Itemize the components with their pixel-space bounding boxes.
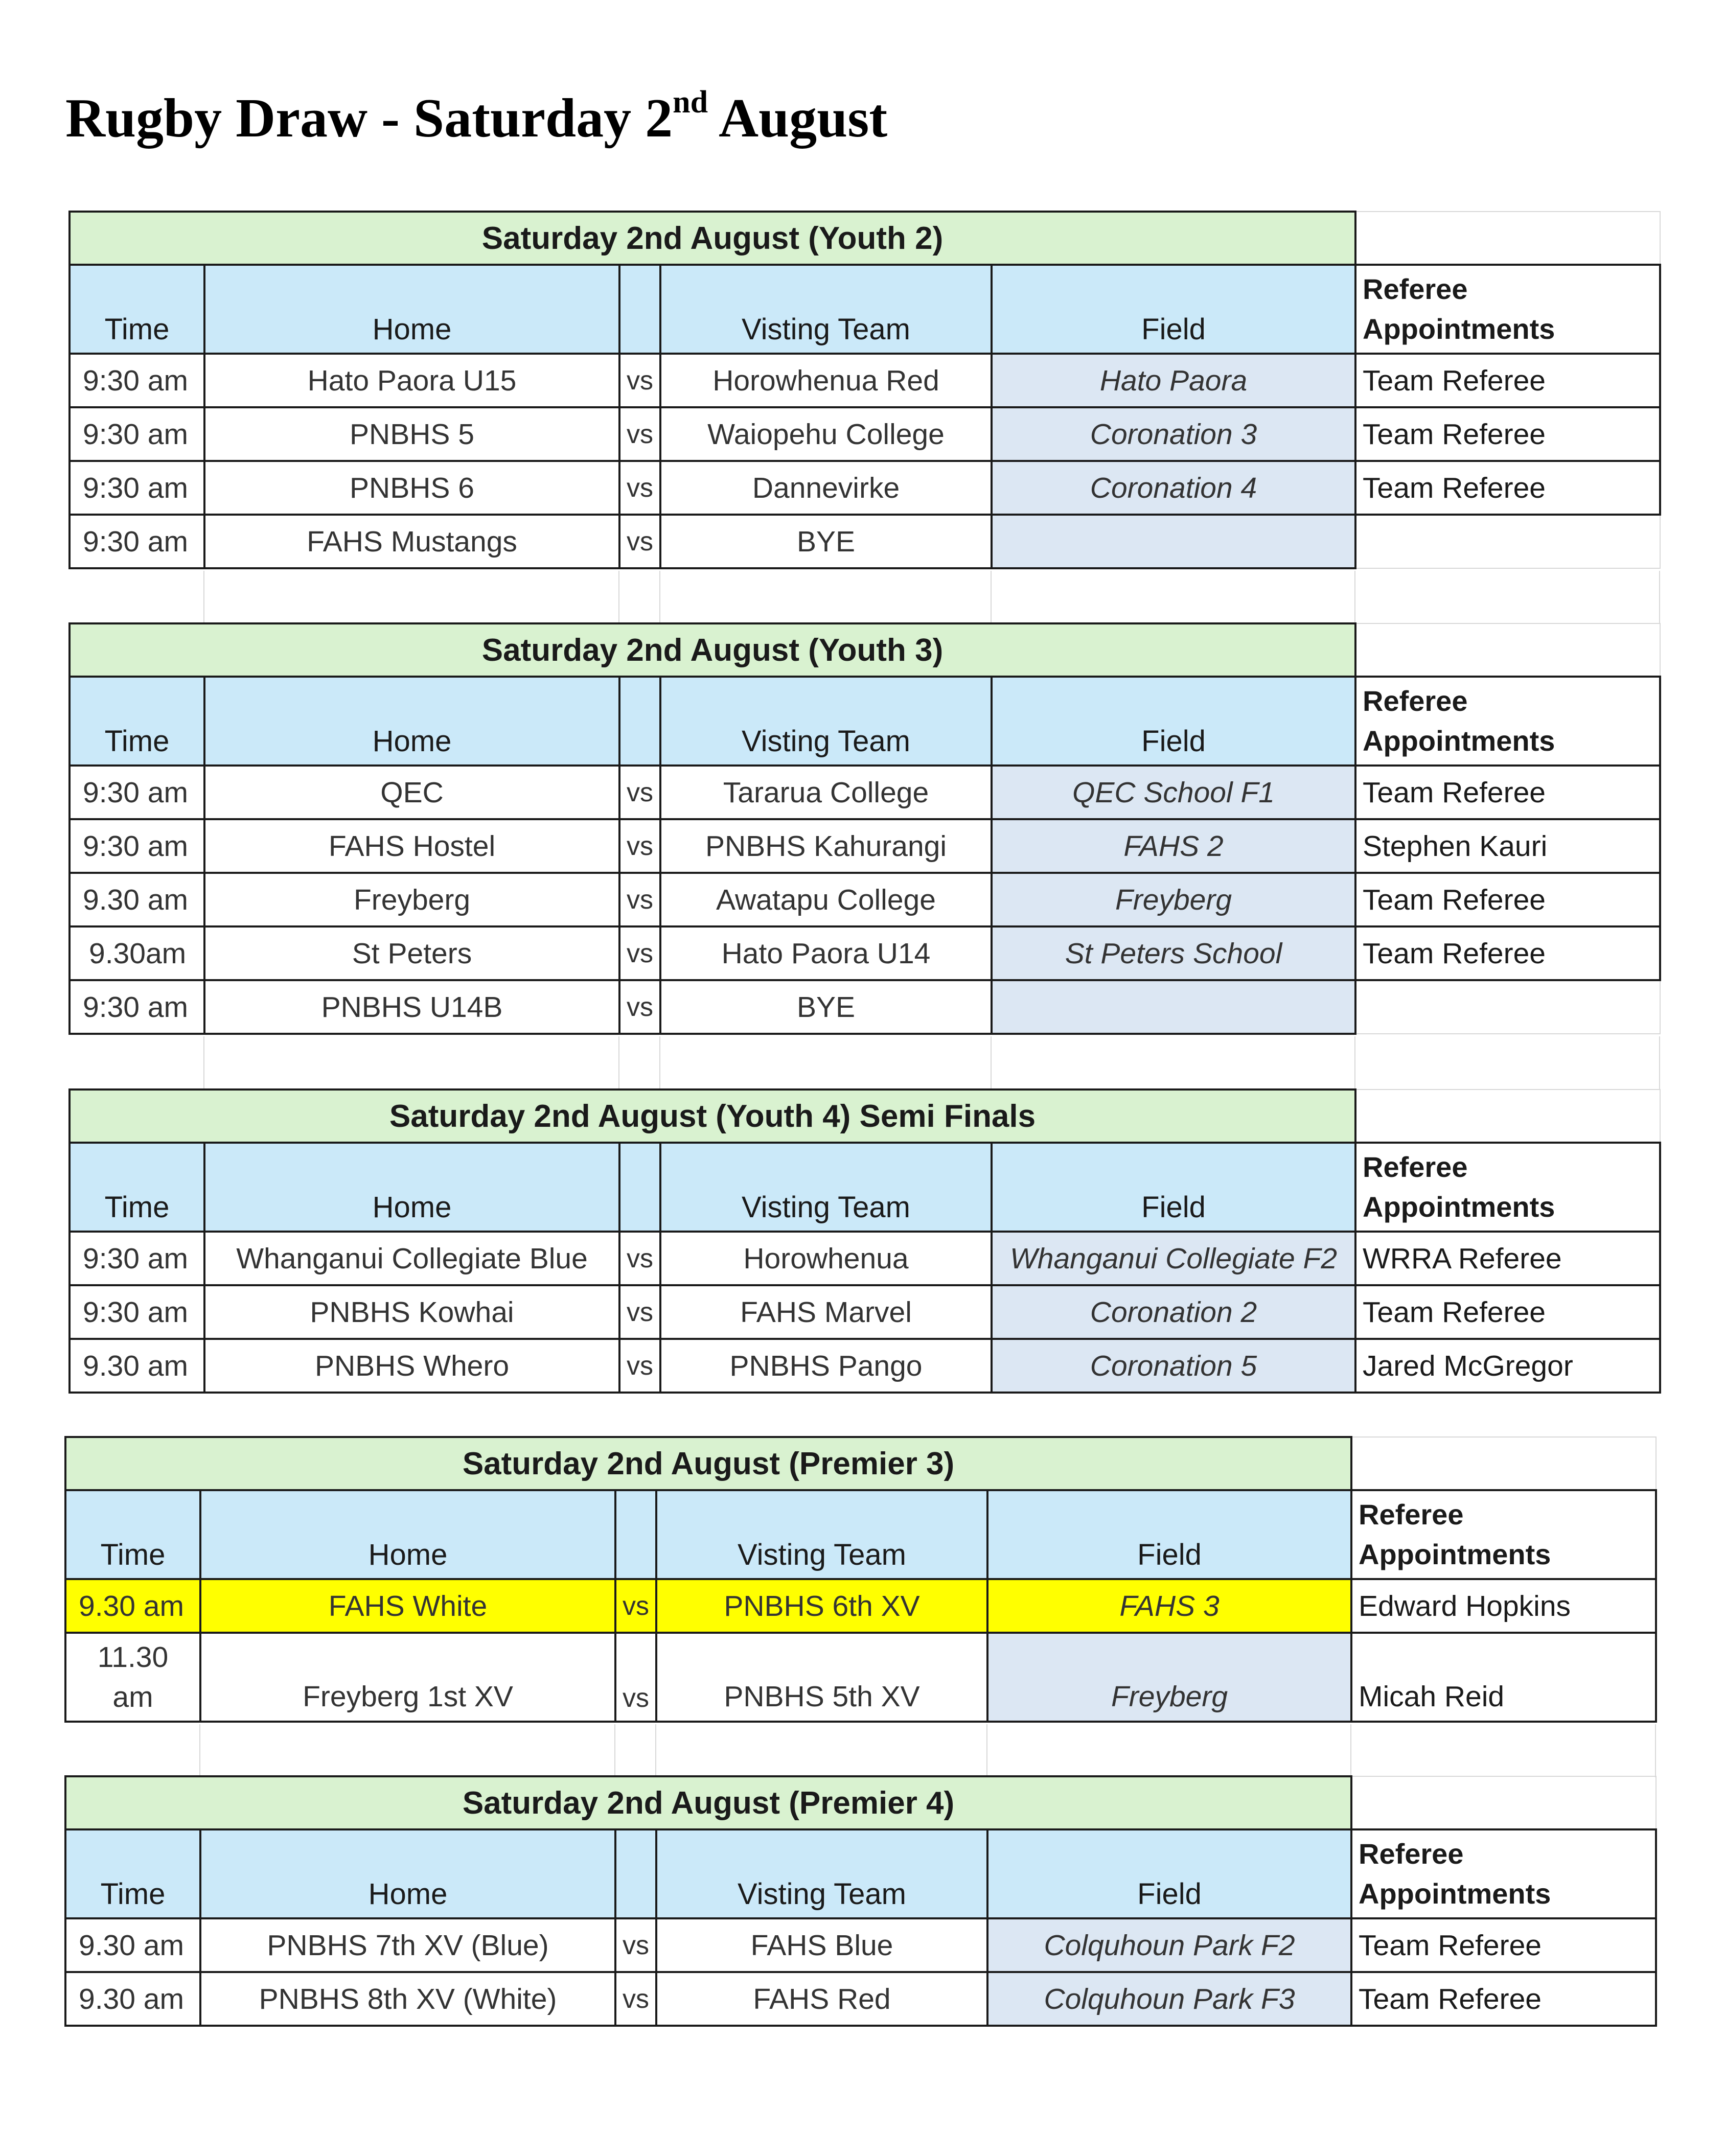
cell-visiting: PNBHS 6th XV: [656, 1579, 987, 1633]
cell-field: QEC School F1: [992, 766, 1355, 819]
cell-referee: Team Referee: [1351, 1972, 1656, 2026]
cell-referee: Stephen Kauri: [1355, 819, 1660, 873]
cell-field: Whanganui Collegiate F2: [992, 1232, 1355, 1285]
cell-vs: vs: [619, 354, 660, 407]
cell-home: PNBHS 6: [204, 461, 619, 515]
header-time: Time: [70, 677, 204, 766]
table-row-highlighted: [65, 1579, 1656, 1633]
cell-home: Whanganui Collegiate Blue: [204, 1232, 619, 1285]
cell-time: 9:30 am: [70, 1232, 204, 1285]
cell-time: 9:30 am: [70, 515, 204, 568]
cell-home: PNBHS 8th XV (White): [200, 1972, 615, 2026]
cell-time: 9:30 am: [70, 980, 204, 1034]
header-field: Field: [992, 265, 1355, 354]
header-visiting: Visting Team: [656, 1490, 987, 1579]
header-vs: [619, 1143, 660, 1232]
cell-field: [992, 980, 1355, 1034]
cell-home: PNBHS Kowhai: [204, 1285, 619, 1339]
spacer-grid: [64, 1724, 1655, 1777]
cell-referee: WRRA Referee: [1355, 1232, 1660, 1285]
cell-field: Colquhoun Park F2: [987, 1918, 1351, 1972]
cell-vs: vs: [615, 1972, 656, 2026]
cell-visiting: PNBHS Kahurangi: [660, 819, 992, 873]
section-title: Saturday 2nd August (Youth 2): [70, 212, 1355, 265]
cell-field: Coronation 5: [992, 1339, 1355, 1393]
header-field: Field: [992, 1143, 1355, 1232]
cell-field: Coronation 2: [992, 1285, 1355, 1339]
header-vs: [619, 265, 660, 354]
header-time: Time: [70, 1143, 204, 1232]
cell-field: [992, 515, 1355, 568]
cell-referee: [1355, 515, 1660, 568]
cell-visiting: Waiopehu College: [660, 407, 992, 461]
header-visiting: Visting Team: [660, 677, 992, 766]
table-row: [70, 354, 1660, 407]
cell-referee: Team Referee: [1355, 766, 1660, 819]
cell-referee: [1355, 980, 1660, 1034]
cell-time: 9.30 am: [65, 1972, 200, 2026]
header-referee: Referee Appointments: [1351, 1490, 1656, 1579]
header-visiting: Visting Team: [660, 265, 992, 354]
table-row: [70, 1285, 1660, 1339]
cell-field: Freyberg: [987, 1633, 1351, 1722]
header-home: Home: [204, 677, 619, 766]
cell-time: 9.30am: [70, 926, 204, 980]
table-row: [65, 1633, 1656, 1722]
cell-home: FAHS Hostel: [204, 819, 619, 873]
draw-table-youth-3: [68, 622, 1661, 1035]
cell-visiting: Dannevirke: [660, 461, 992, 515]
cell-referee: Team Referee: [1355, 461, 1660, 515]
table-row: [70, 873, 1660, 926]
table-row: [70, 980, 1660, 1034]
cell-vs: vs: [619, 1285, 660, 1339]
cell-vs: vs: [619, 926, 660, 980]
table-row: [70, 461, 1660, 515]
cell-time: 11.30 am: [65, 1633, 200, 1722]
page-title-main: Rugby Draw - Saturday 2: [65, 88, 673, 149]
cell-referee: Team Referee: [1355, 873, 1660, 926]
cell-referee: Jared McGregor: [1355, 1339, 1660, 1393]
cell-referee: Team Referee: [1355, 926, 1660, 980]
header-vs: [615, 1829, 656, 1918]
table-row: [65, 1972, 1656, 2026]
cell-vs: vs: [619, 819, 660, 873]
header-home: Home: [204, 265, 619, 354]
draw-table-premier-4: [64, 1775, 1657, 2027]
cell-home: PNBHS U14B: [204, 980, 619, 1034]
cell-home: FAHS Mustangs: [204, 515, 619, 568]
cell-field: St Peters School: [992, 926, 1355, 980]
cell-field: FAHS 3: [987, 1579, 1351, 1633]
cell-time: 9:30 am: [70, 461, 204, 515]
cell-time: 9:30 am: [70, 819, 204, 873]
cell-vs: vs: [619, 407, 660, 461]
cell-time: 9:30 am: [70, 354, 204, 407]
header-referee: Referee Appointments: [1355, 677, 1660, 766]
cell-visiting: BYE: [660, 515, 992, 568]
cell-referee: Team Referee: [1355, 1285, 1660, 1339]
page-title: [65, 87, 887, 150]
header-home: Home: [204, 1143, 619, 1232]
cell-vs: vs: [619, 980, 660, 1034]
spacer-grid: [68, 1036, 1659, 1089]
cell-visiting: Horowhenua Red: [660, 354, 992, 407]
section-title: Saturday 2nd August (Youth 3): [70, 623, 1355, 677]
header-time: Time: [65, 1490, 200, 1579]
cell-referee: Micah Reid: [1351, 1633, 1656, 1722]
table-row: [70, 819, 1660, 873]
header-field: Field: [987, 1829, 1351, 1918]
cell-vs: vs: [619, 1232, 660, 1285]
cell-time: 9.30 am: [70, 873, 204, 926]
header-field: Field: [992, 677, 1355, 766]
table-row: [65, 1918, 1656, 1972]
cell-time: 9:30 am: [70, 1285, 204, 1339]
cell-referee: Team Referee: [1355, 407, 1660, 461]
page-title-superscript: nd: [673, 85, 708, 120]
section-title: Saturday 2nd August (Premier 4): [65, 1776, 1351, 1829]
cell-time: 9:30 am: [70, 766, 204, 819]
cell-field: Coronation 3: [992, 407, 1355, 461]
header-field: Field: [987, 1490, 1351, 1579]
cell-referee: Team Referee: [1355, 354, 1660, 407]
table-row: [70, 926, 1660, 980]
cell-vs: vs: [619, 1339, 660, 1393]
cell-home: Freyberg: [204, 873, 619, 926]
cell-field: Hato Paora: [992, 354, 1355, 407]
cell-time: 9.30 am: [70, 1339, 204, 1393]
cell-visiting: Hato Paora U14: [660, 926, 992, 980]
draw-table-youth-2: [68, 211, 1661, 569]
cell-home: QEC: [204, 766, 619, 819]
draw-table-premier-3: [64, 1436, 1657, 1723]
cell-field: Colquhoun Park F3: [987, 1972, 1351, 2026]
cell-home: FAHS White: [200, 1579, 615, 1633]
cell-visiting: Tararua College: [660, 766, 992, 819]
page-title-end: August: [708, 88, 888, 149]
cell-referee: Edward Hopkins: [1351, 1579, 1656, 1633]
cell-time: 9.30 am: [65, 1918, 200, 1972]
cell-visiting: PNBHS 5th XV: [656, 1633, 987, 1722]
cell-vs: vs: [619, 873, 660, 926]
cell-home: Freyberg 1st XV: [200, 1633, 615, 1722]
cell-visiting: Horowhenua: [660, 1232, 992, 1285]
cell-home: PNBHS 7th XV (Blue): [200, 1918, 615, 1972]
cell-home: PNBHS Whero: [204, 1339, 619, 1393]
table-row: [70, 1339, 1660, 1393]
header-referee: Referee Appointments: [1351, 1829, 1656, 1918]
cell-visiting: FAHS Marvel: [660, 1285, 992, 1339]
cell-home: St Peters: [204, 926, 619, 980]
cell-visiting: Awatapu College: [660, 873, 992, 926]
cell-vs: vs: [619, 515, 660, 568]
header-vs: [615, 1490, 656, 1579]
cell-vs: vs: [615, 1579, 656, 1633]
cell-referee: Team Referee: [1351, 1918, 1656, 1972]
cell-visiting: BYE: [660, 980, 992, 1034]
header-referee: Referee Appointments: [1355, 1143, 1660, 1232]
cell-home: PNBHS 5: [204, 407, 619, 461]
cell-vs: vs: [619, 766, 660, 819]
cell-field: Freyberg: [992, 873, 1355, 926]
cell-field: FAHS 2: [992, 819, 1355, 873]
header-home: Home: [200, 1829, 615, 1918]
cell-visiting: PNBHS Pango: [660, 1339, 992, 1393]
header-visiting: Visting Team: [656, 1829, 987, 1918]
header-visiting: Visting Team: [660, 1143, 992, 1232]
cell-vs: vs: [615, 1633, 656, 1722]
header-time: Time: [70, 265, 204, 354]
cell-time: 9.30 am: [65, 1579, 200, 1633]
cell-time: 9:30 am: [70, 407, 204, 461]
table-row: [70, 766, 1660, 819]
cell-vs: vs: [615, 1918, 656, 1972]
section-title: Saturday 2nd August (Premier 3): [65, 1437, 1351, 1490]
cell-vs: vs: [619, 461, 660, 515]
cell-visiting: FAHS Red: [656, 1972, 987, 2026]
table-row: [70, 1232, 1660, 1285]
cell-visiting: FAHS Blue: [656, 1918, 987, 1972]
table-row: [70, 515, 1660, 568]
header-time: Time: [65, 1829, 200, 1918]
table-row: [70, 407, 1660, 461]
header-referee: Referee Appointments: [1355, 265, 1660, 354]
header-vs: [619, 677, 660, 766]
header-home: Home: [200, 1490, 615, 1579]
draw-table-youth-4-semi-finals: [68, 1088, 1661, 1394]
section-title: Saturday 2nd August (Youth 4) Semi Finals: [70, 1089, 1355, 1143]
cell-field: Coronation 4: [992, 461, 1355, 515]
cell-home: Hato Paora U15: [204, 354, 619, 407]
spacer-grid: [68, 571, 1659, 624]
